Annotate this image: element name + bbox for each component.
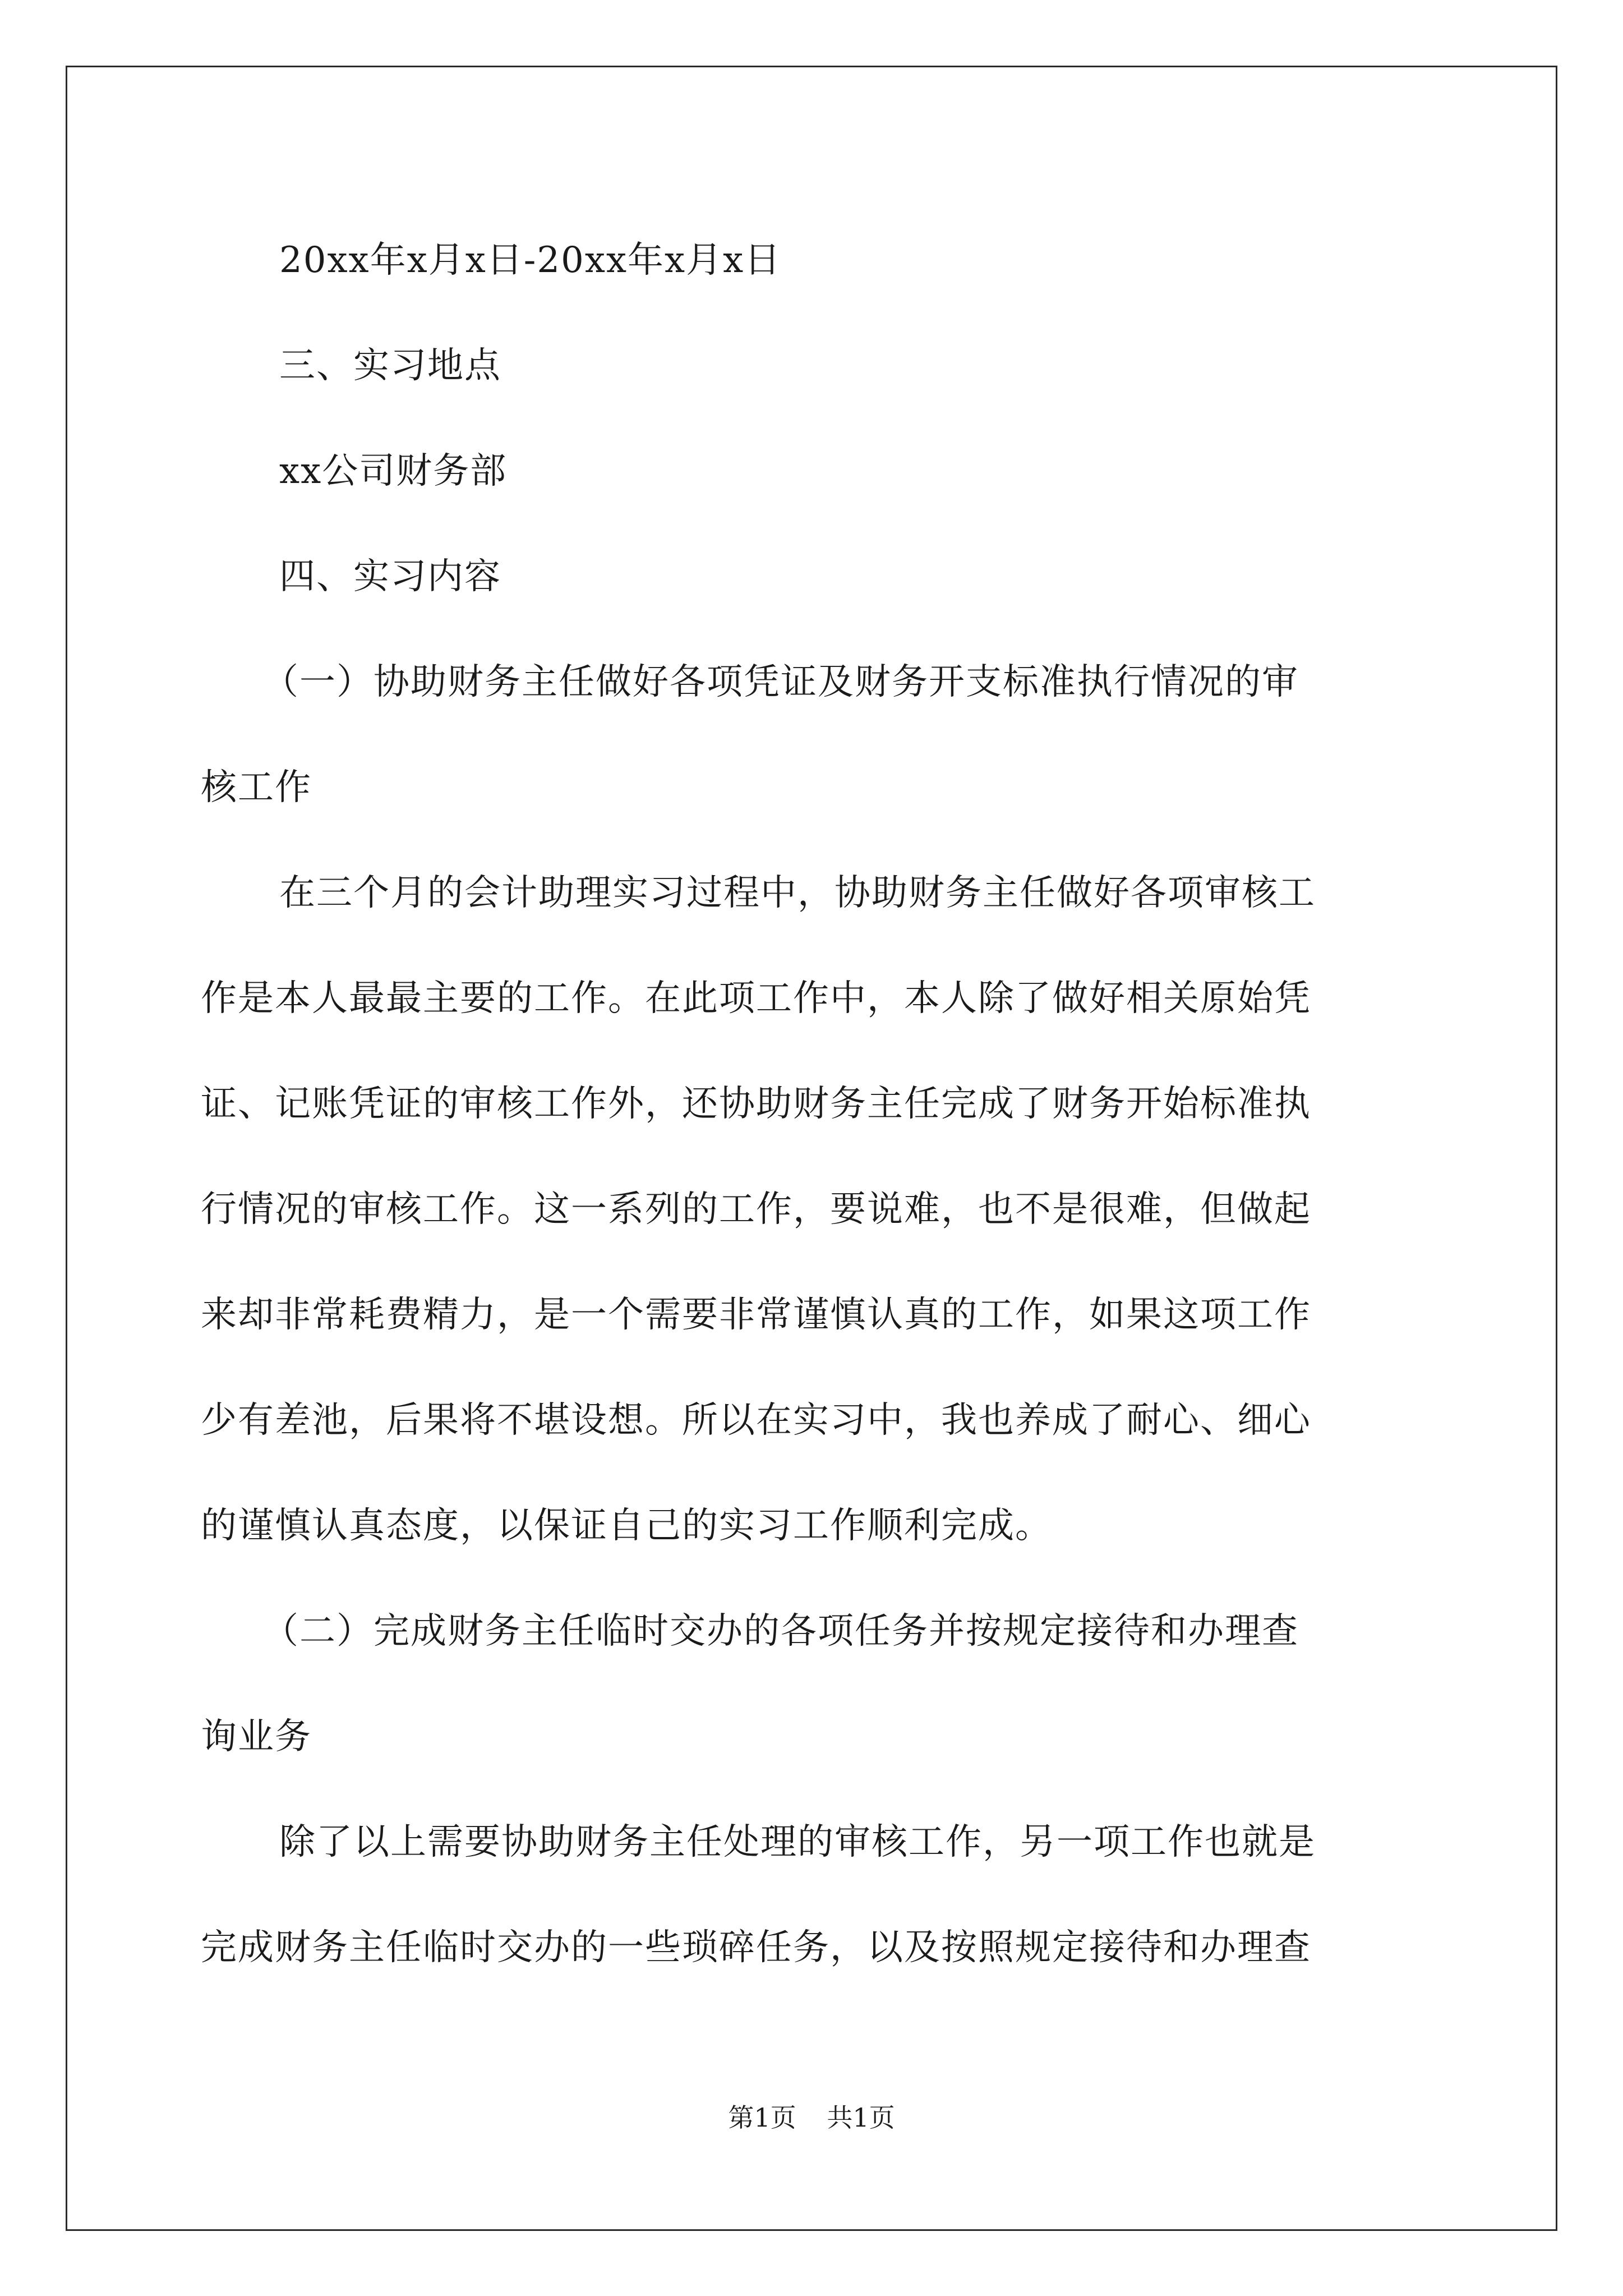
section-heading-content: 四、实习内容 [279,556,501,597]
paragraph-line: 除了以上需要协助财务主任处理的审核工作，另一项工作也就是 [279,1821,1316,1863]
paragraph-line: 作是本人最最主要的工作。在此项工作中，本人除了做好相关原始凭 [201,978,1311,1019]
subsection-heading-2-cont: 询业务 [201,1716,312,1757]
paragraph-line: 证、记账凭证的审核工作外，还协助财务主任完成了财务开始标准执 [201,1083,1311,1125]
page-total: 共1页 [827,2102,895,2133]
paragraph-line: 的谨慎认真态度，以保证自己的实习工作顺利完成。 [201,1505,1052,1547]
page-number: 第1页 [728,2102,796,2133]
paragraph-line: 少有差池，后果将不堪设想。所以在实习中，我也养成了耐心、细心 [201,1400,1311,1441]
subsection-heading-1-cont: 核工作 [201,767,312,808]
location-text: xx公司财务部 [279,450,508,492]
section-heading-location: 三、实习地点 [279,345,501,386]
page-footer [0,2101,1623,2134]
paragraph-line: 来却非常耗费精力，是一个需要非常谨慎认真的工作，如果这项工作 [201,1294,1311,1336]
date-range-line: 20xx年x月x日-20xx年x月x日 [279,240,782,281]
document-body [201,208,1429,2000]
paragraph-line: 行情况的审核工作。这一系列的工作，要说难，也不是很难，但做起 [201,1189,1311,1230]
subsection-heading-1: （一）协助财务主任做好各项凭证及财务开支标准执行情况的审 [262,661,1299,703]
paragraph-line: 在三个月的会计助理实习过程中，协助财务主任做好各项审核工 [279,872,1316,914]
paragraph-line: 完成财务主任临时交办的一些琐碎任务，以及按照规定接待和办理查 [201,1927,1311,1968]
subsection-heading-2: （二）完成财务主任临时交办的各项任务并按规定接待和办理查 [262,1611,1299,1652]
